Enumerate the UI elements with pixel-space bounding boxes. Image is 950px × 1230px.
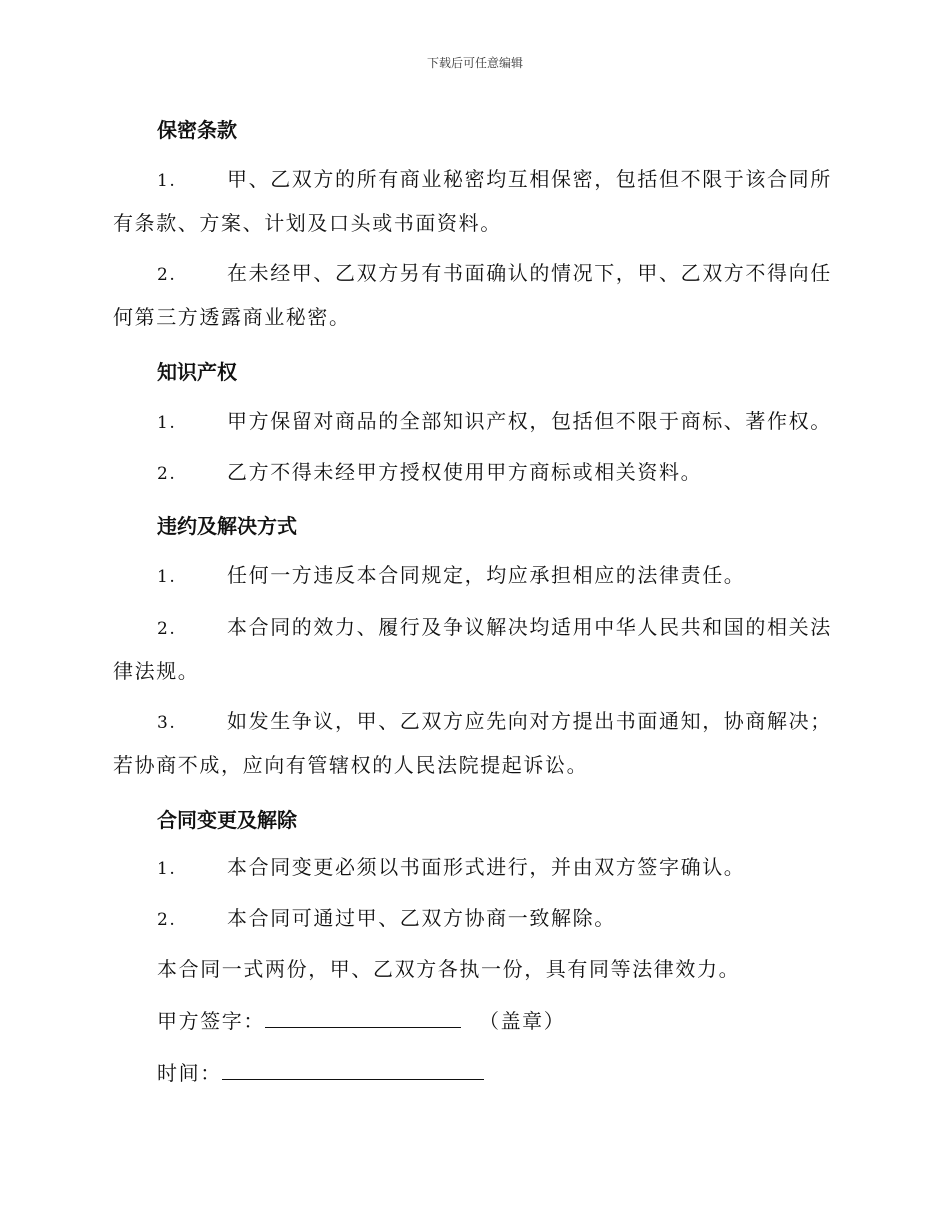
clause-number: 2. — [157, 910, 177, 930]
clause-text: 本合同的效力、履行及争议解决均适用中华人民共和国的相关法律法规。 — [113, 615, 832, 683]
section-title-ip: 知识产权 — [157, 360, 237, 384]
clause-text: 甲、乙双方的所有商业秘密均互相保密，包括但不限于该合同所有条款、方案、计划及口头或书面资料。 — [113, 167, 832, 235]
clause-breach-2 — [113, 606, 833, 692]
clause-text: 甲方保留对商品的全部知识产权，包括但不限于商标、著作权。 — [227, 409, 832, 433]
clause-breach-3 — [113, 700, 833, 786]
page-header: 下载后可任意编辑 — [426, 56, 523, 70]
clause-number: 2. — [157, 619, 177, 639]
seal-label: （盖章） — [478, 1009, 566, 1033]
clause-text: 在未经甲、乙双方另有书面确认的情况下，甲、乙双方不得向任何第三方透露商业秘密。 — [113, 261, 832, 329]
clause-text: 任何一方违反本合同规定，均应承担相应的法律责任。 — [227, 563, 746, 587]
time-blank[interactable] — [222, 1059, 484, 1080]
clause-number: 3. — [157, 713, 177, 733]
party-a-signature-label: 甲方签字： — [157, 1009, 265, 1033]
time-line — [157, 1052, 833, 1094]
clause-change-1 — [113, 846, 833, 890]
clause-text: 本合同变更必须以书面形式进行，并由双方签字确认。 — [227, 855, 746, 879]
clause-number: 1. — [157, 413, 177, 433]
closing-statement: 本合同一式两份，甲、乙双方各执一份，具有同等法律效力。 — [157, 957, 741, 981]
party-a-signature-line — [157, 1000, 833, 1042]
section-title-confidentiality: 保密条款 — [157, 118, 237, 142]
clause-change-2 — [113, 897, 833, 941]
clause-text: 如发生争议，甲、乙双方应先向对方提出书面通知，协商解决；若协商不成，应向有管辖权的人民法院提起诉讼。 — [113, 709, 832, 777]
signature-blank[interactable] — [265, 1007, 461, 1028]
section-title-change: 合同变更及解除 — [157, 808, 297, 832]
clause-confidentiality-2 — [113, 252, 833, 338]
clause-ip-1 — [113, 400, 833, 444]
clause-confidentiality-1 — [113, 158, 833, 244]
section-title-breach: 违约及解决方式 — [157, 514, 297, 538]
clause-number: 1. — [157, 567, 177, 587]
clause-ip-2 — [113, 451, 833, 495]
clause-breach-1 — [113, 554, 833, 598]
clause-number: 2. — [157, 265, 177, 285]
clause-text: 本合同可通过甲、乙双方协商一致解除。 — [227, 906, 616, 930]
time-label: 时间： — [157, 1061, 222, 1085]
clause-number: 1. — [157, 859, 177, 879]
clause-number: 2. — [157, 464, 177, 484]
clause-text: 乙方不得未经甲方授权使用甲方商标或相关资料。 — [227, 460, 703, 484]
clause-number: 1. — [157, 171, 177, 191]
